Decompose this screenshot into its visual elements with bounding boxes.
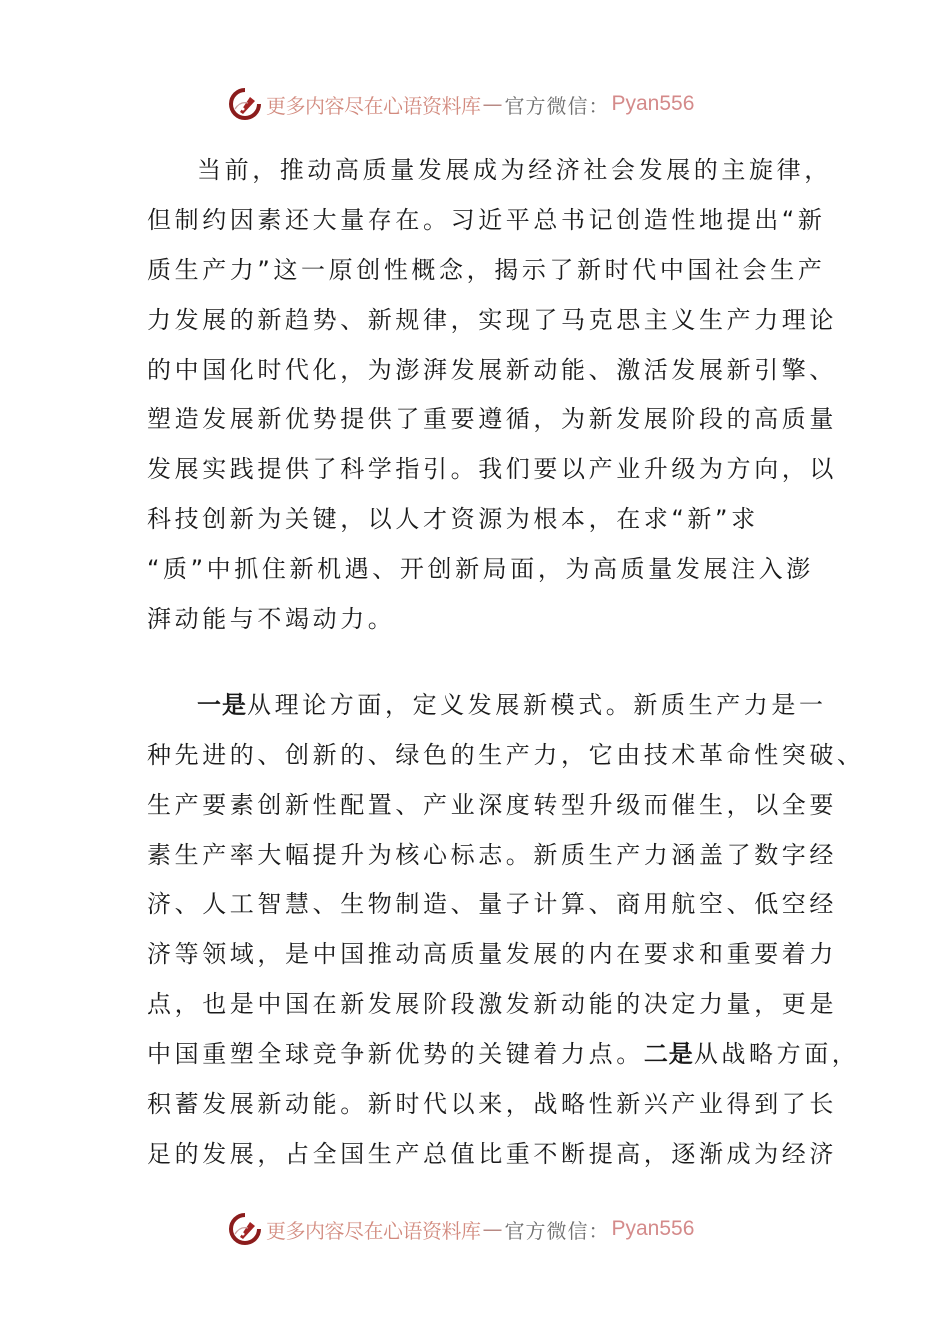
text-line: 济、人工智慧、生物制造、量子计算、商用航空、低空经 (147, 890, 837, 919)
text-line: 塑造发展新优势提供了重要遵循，为新发展阶段的高质量 (147, 405, 837, 434)
document-body (147, 146, 865, 1180)
paragraph-spacer (147, 645, 809, 681)
text-line (147, 1030, 860, 1080)
text-line: 素生产率大幅提升为核心标志。新质生产力涵盖了数字经 (147, 840, 837, 869)
text-line: 力发展的新趋势、新规律，实现了马克思主义生产力理论 (147, 305, 837, 334)
paragraph-points (147, 681, 865, 1180)
wechat-id: Pyan556 (611, 92, 695, 115)
watermark-header (228, 84, 694, 124)
text-line: 发展实践提供了科学指引。我们要以产业升级为方向，以 (147, 455, 837, 484)
text-line: “质”中抓住新机遇、开创新局面，为高质量发展注入澎 (147, 555, 814, 584)
text-line (147, 681, 827, 731)
text-span: 从理论方面，定义发展新模式。新质生产力是一 (247, 690, 827, 719)
pen-nib-circle-icon (228, 87, 262, 121)
text-line: 质生产力”这一原创性概念，揭示了新时代中国社会生产 (147, 255, 826, 284)
text-line: 点，也是中国在新发展阶段激发新动能的决定力量，更是 (147, 990, 837, 1019)
text-line: 的中国化时代化，为澎湃发展新动能、激活发展新引擎、 (147, 355, 837, 384)
dash-separator: — (482, 92, 503, 116)
text-line: 但制约因素还大量存在。习近平总书记创造性地提出“新 (147, 205, 826, 234)
text-line: 科技创新为关键，以人才资源为根本，在求“新”求 (147, 505, 759, 534)
text-line: 济等领域，是中国推动高质量发展的内在要求和重要着力 (147, 940, 837, 969)
text-line: 种先进的、创新的、绿色的生产力，它由技术革命性突破、 (147, 740, 865, 769)
dash-separator: — (482, 1217, 503, 1241)
promo-text: 更多内容尽在心语资料库 (266, 93, 481, 118)
pen-nib-circle-icon (228, 1212, 262, 1246)
text-span: 中国重塑全球竞争新优势的关键着力点。 (147, 1040, 644, 1069)
text-span: 从战略方面， (693, 1040, 860, 1069)
paragraph-intro (147, 146, 837, 645)
wechat-label: 官方微信： (504, 93, 610, 118)
point-one-label: 一是 (197, 690, 247, 719)
text-line: 当前，推动高质量发展成为经济社会发展的主旋律， (197, 156, 832, 184)
watermark-footer (228, 1209, 694, 1249)
wechat-id: Pyan556 (611, 1217, 695, 1240)
promo-text: 更多内容尽在心语资料库 (266, 1218, 481, 1243)
text-line: 足的发展，占全国生产总值比重不断提高，逐渐成为经济 (147, 1139, 837, 1168)
point-two-label: 二是 (643, 1040, 694, 1069)
text-line: 生产要素创新性配置、产业深度转型升级而催生，以全要 (147, 790, 837, 819)
text-line: 积蓄发展新动能。新时代以来，战略性新兴产业得到了长 (147, 1090, 837, 1119)
wechat-label: 官方微信： (504, 1218, 610, 1243)
text-line: 湃动能与不竭动力。 (147, 605, 396, 634)
